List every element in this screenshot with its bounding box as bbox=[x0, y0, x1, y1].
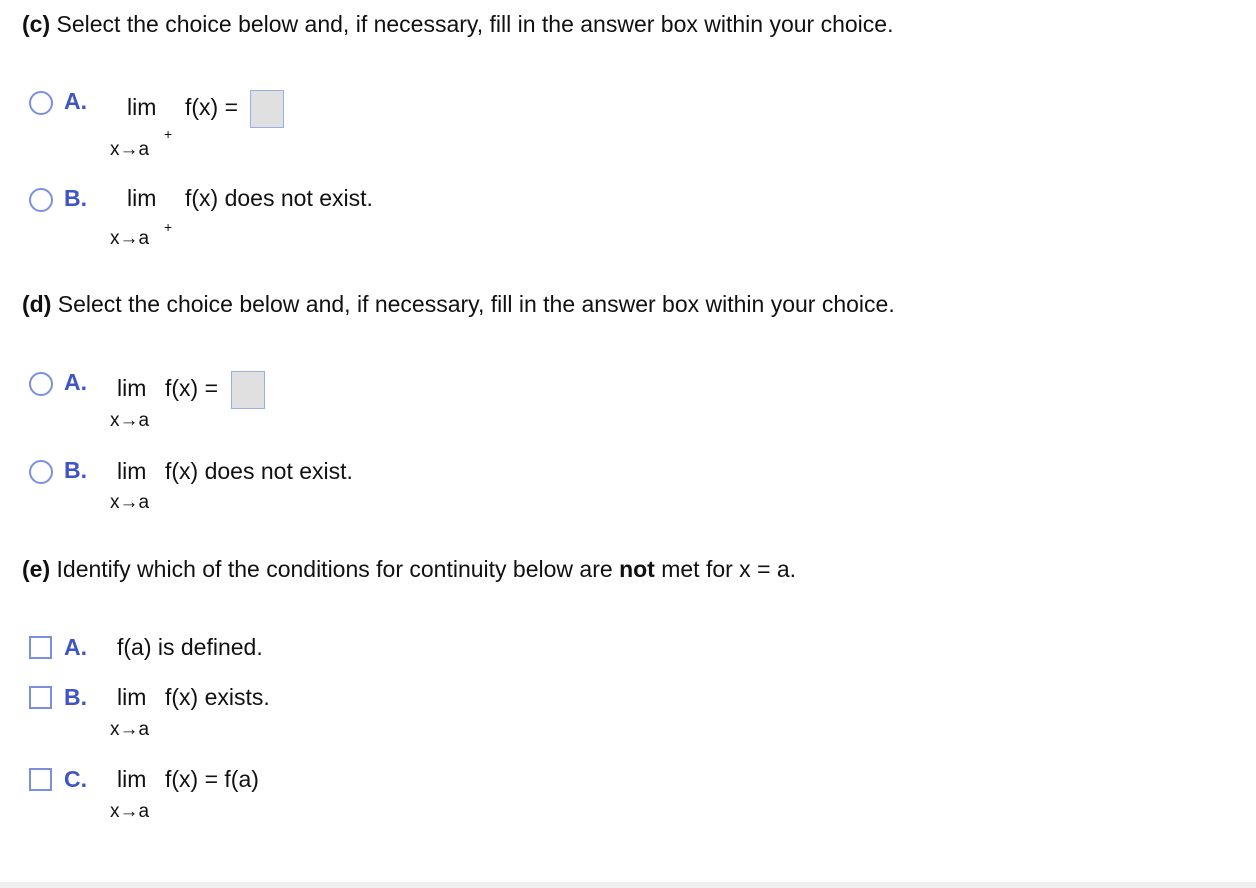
option-expr: f(a) is defined. bbox=[117, 634, 263, 660]
lim-text: lim bbox=[117, 684, 147, 710]
option-letter: B. bbox=[64, 185, 87, 211]
lim-text: lim bbox=[117, 766, 147, 792]
part-d-prompt bbox=[22, 291, 895, 317]
part-c-option-b-radio[interactable] bbox=[29, 188, 53, 212]
lim-text: lim bbox=[127, 185, 157, 211]
option-expr: f(x) = bbox=[185, 94, 239, 120]
part-c-answer-box[interactable] bbox=[250, 90, 284, 128]
option-letter: A. bbox=[64, 634, 87, 660]
part-e-text-bold: not bbox=[619, 556, 655, 582]
option-expr: f(x) does not exist. bbox=[165, 458, 353, 484]
option-expr: f(x) exists. bbox=[165, 684, 270, 710]
part-e-option-a-checkbox[interactable] bbox=[29, 636, 52, 659]
part-d-label: (d) bbox=[22, 291, 52, 317]
part-e-text-pre: Identify which of the conditions for continuity below are bbox=[50, 556, 620, 582]
part-c-prompt bbox=[22, 11, 893, 37]
option-letter: C. bbox=[64, 766, 87, 792]
option-expr: f(x) does not exist. bbox=[185, 185, 373, 211]
part-e-option-b-checkbox[interactable] bbox=[29, 686, 52, 709]
part-d-text: Select the choice below and, if necessary, fill in the answer box within your choice. bbox=[51, 291, 895, 317]
lim-subscript: x→a bbox=[110, 139, 150, 160]
lim-subscript: x→a bbox=[110, 801, 150, 822]
part-c-label: (c) bbox=[22, 11, 51, 37]
lim-superscript: + bbox=[164, 219, 173, 235]
option-letter: A. bbox=[64, 369, 87, 395]
option-expr: f(x) = bbox=[165, 375, 219, 401]
option-expr: f(x) = f(a) bbox=[165, 766, 259, 792]
part-e-text-post: met for x = a. bbox=[654, 556, 797, 582]
option-letter: B. bbox=[64, 684, 87, 710]
lim-subscript: x→a bbox=[110, 228, 150, 249]
lim-subscript: x→a bbox=[110, 492, 150, 513]
part-c-option-a-radio[interactable] bbox=[29, 91, 53, 115]
part-d-answer-box[interactable] bbox=[231, 371, 265, 409]
lim-subscript: x→a bbox=[110, 410, 150, 431]
part-e-prompt bbox=[22, 556, 796, 582]
lim-subscript: x→a bbox=[110, 719, 150, 740]
part-d-option-b-radio[interactable] bbox=[29, 460, 53, 484]
part-e-label: (e) bbox=[22, 556, 51, 582]
option-letter: B. bbox=[64, 457, 87, 483]
part-d-option-a-radio[interactable] bbox=[29, 372, 53, 396]
lim-superscript: + bbox=[164, 126, 173, 142]
footer-bar bbox=[0, 882, 1256, 888]
lim-text: lim bbox=[117, 458, 147, 484]
lim-text: lim bbox=[127, 94, 157, 120]
part-e-option-c-checkbox[interactable] bbox=[29, 768, 52, 791]
option-letter: A. bbox=[64, 88, 87, 114]
part-c-text: Select the choice below and, if necessary, fill in the answer box within your choice. bbox=[50, 11, 894, 37]
lim-text: lim bbox=[117, 375, 147, 401]
